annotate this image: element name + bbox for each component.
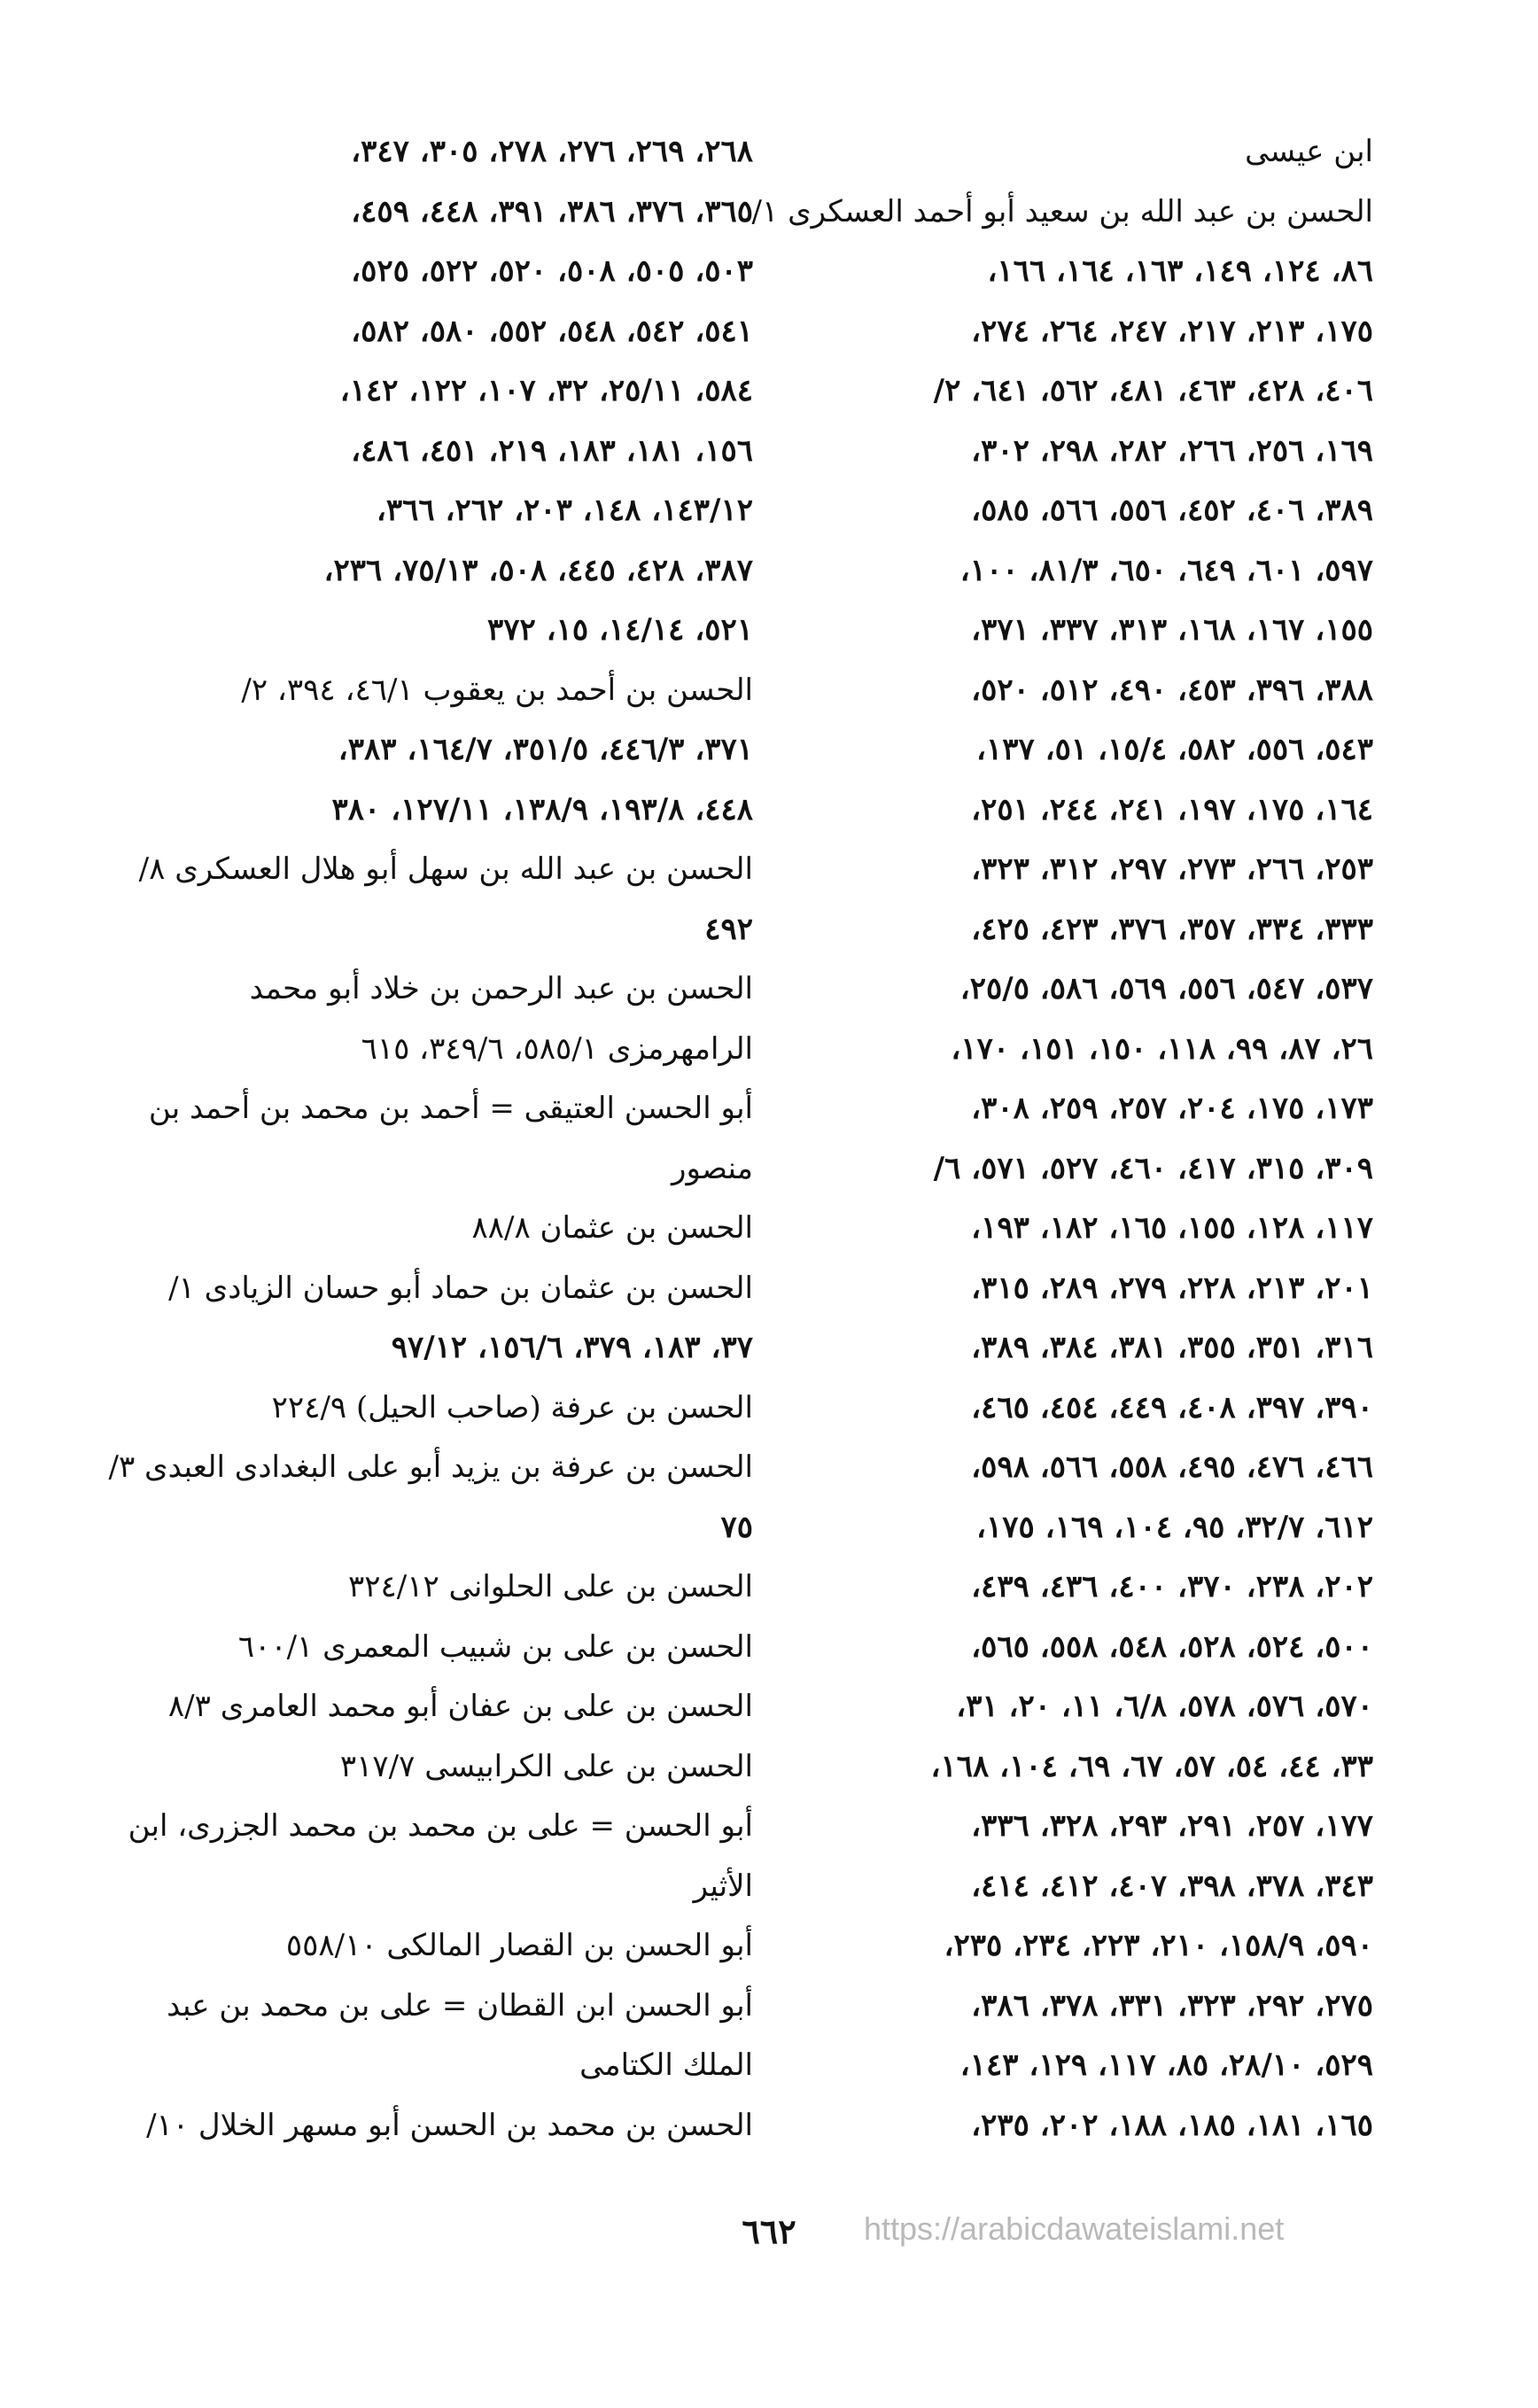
reference-line: ٣٧١، ٤٤٦/٣، ٣٥١/٥، ١٦٤/٧، ٣٨٣، xyxy=(338,732,753,767)
index-entry: أبو الحسن العتيقى = أحمد بن محمد بن أحمد بن xyxy=(148,1091,753,1126)
reference-line: ٤٩٢ xyxy=(704,911,753,947)
reference-line: ٢٥٣، ٢٦٦، ٢٧٣، ٢٩٧، ٣١٢، ٣٢٣، xyxy=(971,851,1373,887)
index-entry: الحسن بن على بن عفان أبو محمد العامرى ٨/٣ xyxy=(167,1689,753,1724)
index-entry: الحسن بن على بن شبيب المعمرى ٦٠٠/١ xyxy=(237,1628,753,1665)
index-entry: الحسن بن محمد بن الحسن أبو مسهر الخلال ١٠/ xyxy=(146,2107,753,2143)
index-entry: الحسن بن عبد الله بن سعيد أبو أحمد العسكرى ١/ xyxy=(751,193,1373,229)
reference-line: ٥٤٣، ٥٥٦، ٥٨٢، ١٥/٤، ٥١، ١٣٧، xyxy=(976,732,1373,767)
reference-line: ٢٧٥، ٢٩٢، ٣٢٣، ٣٣١، ٣٧٨، ٣٨٦، xyxy=(971,1987,1373,2023)
reference-line: ٥٠٣، ٥٠٥، ٥٠٨، ٥٢٠، ٥٢٢، ٥٢٥، xyxy=(351,253,753,289)
reference-line: ١٧٥، ٢١٣، ٢١٧، ٢٤٧، ٢٦٤، ٢٧٤، xyxy=(971,313,1373,349)
page-number: ٦٦٢ xyxy=(742,2211,796,2251)
reference-line: ١٤٣/١٢، ١٤٨، ٢٠٣، ٢٦٢، ٣٦٦، xyxy=(376,493,753,528)
reference-line: ١٥٥، ١٦٧، ١٦٨، ٣١٣، ٣٣٧، ٣٧١، xyxy=(971,612,1373,648)
reference-line: ٣٤٣، ٣٧٨، ٣٩٨، ٤٠٧، ٤١٢، ٤١٤، xyxy=(971,1868,1373,1904)
reference-line: ٣٩٠، ٣٩٧، ٤٠٨، ٤٤٩، ٤٥٤، ٤٦٥، xyxy=(971,1389,1373,1425)
reference-line: ٥٨٤، ٢٥/١١، ٣٢، ١٠٧، ١٢٢، ١٤٢، xyxy=(339,373,753,408)
reference-line: ٨٦، ١٢٤، ١٤٩، ١٦٣، ١٦٤، ١٦٦، xyxy=(987,253,1373,289)
reference-line: ٥٩٧، ٦٠١، ٦٤٩، ٦٥٠، ٨١/٣، ١٠٠، xyxy=(959,552,1373,588)
index-entry: الحسن بن عبد الله بن سهل أبو هلال العسكرى ٨/ xyxy=(138,851,753,887)
index-entry: الملك الكتامى xyxy=(579,2047,753,2083)
reference-line: ٤٠٦، ٤٢٨، ٤٦٣، ٤٨١، ٥٦٢، ٦٤١، ٢/ xyxy=(933,373,1373,408)
reference-line: ٣٧، ١٨٣، ٣٧٩، ١٥٦/٦، ٩٧/١٢ xyxy=(391,1330,753,1365)
index-entry: الحسن بن على الحلوانى ٣٢٤/١٢ xyxy=(347,1569,753,1604)
reference-line: ١٥٦، ١٨١، ١٨٣، ٢١٩، ٤٥١، ٤٨٦، xyxy=(351,432,753,469)
reference-line: ١٧٣، ١٧٥، ٢٠٤، ٢٥٧، ٢٥٩، ٣٠٨، xyxy=(971,1091,1373,1126)
index-entry: الحسن بن عثمان بن حماد أبو حسان الزيادى ١/ xyxy=(168,1270,753,1306)
reference-line: ٣١٦، ٣٥١، ٣٥٥، ٣٨١، ٣٨٤، ٣٨٩، xyxy=(971,1330,1373,1365)
index-entry: الحسن بن أحمد بن يعقوب ٤٦/١، ٣٩٤، ٢/ xyxy=(241,672,753,708)
reference-line: ١٦٥، ١٨١، ١٨٥، ١٨٨، ٢٠٢، ٢٣٥، xyxy=(971,2107,1373,2143)
reference-line: ٥٢١، ١٤/١٤، ١٥، ٣٧٢ xyxy=(486,612,753,648)
reference-line: ٥٩٠، ١٥٨/٩، ٢١٠، ٢٢٣، ٢٣٤، ٢٣٥، xyxy=(944,1928,1373,1963)
reference-line: ١١٧، ١٢٨، ١٥٥، ١٦٥، ١٨٢، ١٩٣، xyxy=(971,1210,1373,1246)
reference-line: ٥٤١، ٥٤٢، ٥٤٨، ٥٥٢، ٥٨٠، ٥٨٢، xyxy=(351,313,753,349)
reference-line: ١٦٩، ٢٥٦، ٢٦٦، ٢٨٢، ٢٩٨، ٣٠٢، xyxy=(971,432,1373,469)
reference-line: ٤٤٨، ١٩٣/٨، ١٣٨/٩، ١٢٧/١١، ٣٨٠ xyxy=(331,791,753,827)
reference-line: ٢٠٢، ٢٣٨، ٣٧٠، ٤٠٠، ٤٣٦، ٤٣٩، xyxy=(971,1569,1373,1604)
reference-line: ١٦٤، ١٧٥، ١٩٧، ٢٤١، ٢٤٤، ٢٥١، xyxy=(971,791,1373,827)
index-entry: أبو الحسن بن القصار المالكى ٥٥٨/١٠ xyxy=(285,1928,753,1963)
reference-line: ٣٦٥، ٣٧٦، ٣٨٦، ٣٩١، ٤٤٨، ٤٥٩، xyxy=(351,193,753,229)
reference-line: ٣٨٧، ٤٢٨، ٤٤٥، ٥٠٨، ٧٥/١٣، ٢٣٦، xyxy=(323,552,753,588)
left-column xyxy=(108,122,753,2156)
index-entry: الحسن بن عبد الرحمن بن خلاد أبو محمد xyxy=(249,971,753,1006)
index-entry: أبو الحسن ابن القطان = على بن محمد بن عبد xyxy=(167,1987,753,2023)
index-entry: الحسن بن عرفة بن يزيد أبو على البغدادى العبدى ٣/ xyxy=(108,1449,753,1485)
index-entry: الحسن بن على الكرابيسى ٣١٧/٧ xyxy=(339,1748,753,1784)
index-entry: الحسن بن عثمان ٨٨/٨ xyxy=(471,1210,753,1246)
reference-line: ٢٠١، ٢١٣، ٢٢٨، ٢٧٩، ٢٨٩، ٣١٥، xyxy=(971,1270,1373,1306)
reference-line: ٤٦٦، ٤٧٦، ٤٩٥، ٥٥٨، ٥٦٦، ٥٩٨، xyxy=(971,1449,1373,1485)
reference-line: ٦١٢، ٣٢/٧، ٩٥، ١٠٤، ١٦٩، ١٧٥، xyxy=(976,1509,1373,1545)
reference-line: ٥٣٧، ٥٤٧، ٥٥٦، ٥٦٩، ٥٨٦، ٢٥/٥، xyxy=(959,971,1373,1006)
index-entry: الرامهرمزى ٥٨٥/١، ٣٤٩/٦، ٦١٥ xyxy=(361,1030,753,1067)
reference-line: ٣٣٣، ٣٣٤، ٣٥٧، ٣٧٦، ٤٢٣، ٤٢٥، xyxy=(971,911,1373,947)
reference-line: ٣٠٩، ٣١٥، ٤١٧، ٤٦٠، ٥٢٧، ٥٧١، ٦/ xyxy=(933,1150,1373,1186)
reference-line: ٣٣، ٤٤، ٥٤، ٥٧، ٦٧، ٦٩، ١٠٤، ١٦٨، xyxy=(930,1748,1373,1784)
index-entry: منصور xyxy=(672,1150,753,1186)
reference-line: ٣٨٨، ٣٩٦، ٤٥٣، ٤٩٠، ٥١٢، ٥٢٠، xyxy=(971,672,1373,708)
index-entry: أبو الحسن = على بن محمد بن محمد الجزرى، ابن xyxy=(128,1808,753,1844)
watermark-url: https://arabicdawateislami.net xyxy=(864,2210,1285,2247)
reference-line: ٢٦٨، ٢٦٩، ٢٧٦، ٢٧٨، ٣٠٥، ٣٤٧، xyxy=(351,134,753,169)
reference-line: ٥٢٩، ٢٨/١٠، ٨٥، ١١٧، ١٢٩، ١٤٣، xyxy=(959,2047,1373,2083)
right-column xyxy=(751,122,1373,2156)
reference-line: ١٧٧، ٢٥٧، ٢٩١، ٢٩٣، ٣٢٨، ٣٣٦، xyxy=(971,1808,1373,1844)
index-entry: الحسن بن عرفة (صاحب الحيل) ٢٢٤/٩ xyxy=(271,1389,753,1425)
reference-line: ٧٥ xyxy=(720,1509,753,1545)
reference-line: ٥٧٠، ٥٧٦، ٥٧٨، ٦/٨، ١١، ٢٠، ٣١، xyxy=(956,1689,1373,1724)
reference-line: ٥٠٠، ٥٢٤، ٥٢٨، ٥٤٨، ٥٥٨، ٥٦٥، xyxy=(971,1628,1373,1665)
index-entry: الأثير xyxy=(693,1868,753,1904)
reference-line: ٢٦، ٨٧، ٩٩، ١١٨، ١٥٠، ١٥١، ١٧٠، xyxy=(951,1030,1373,1067)
reference-line: ٣٨٩، ٤٠٦، ٤٥٢، ٥٥٦، ٥٦٦، ٥٨٥، xyxy=(971,493,1373,528)
running-head: ابن عيسى xyxy=(1245,134,1373,169)
